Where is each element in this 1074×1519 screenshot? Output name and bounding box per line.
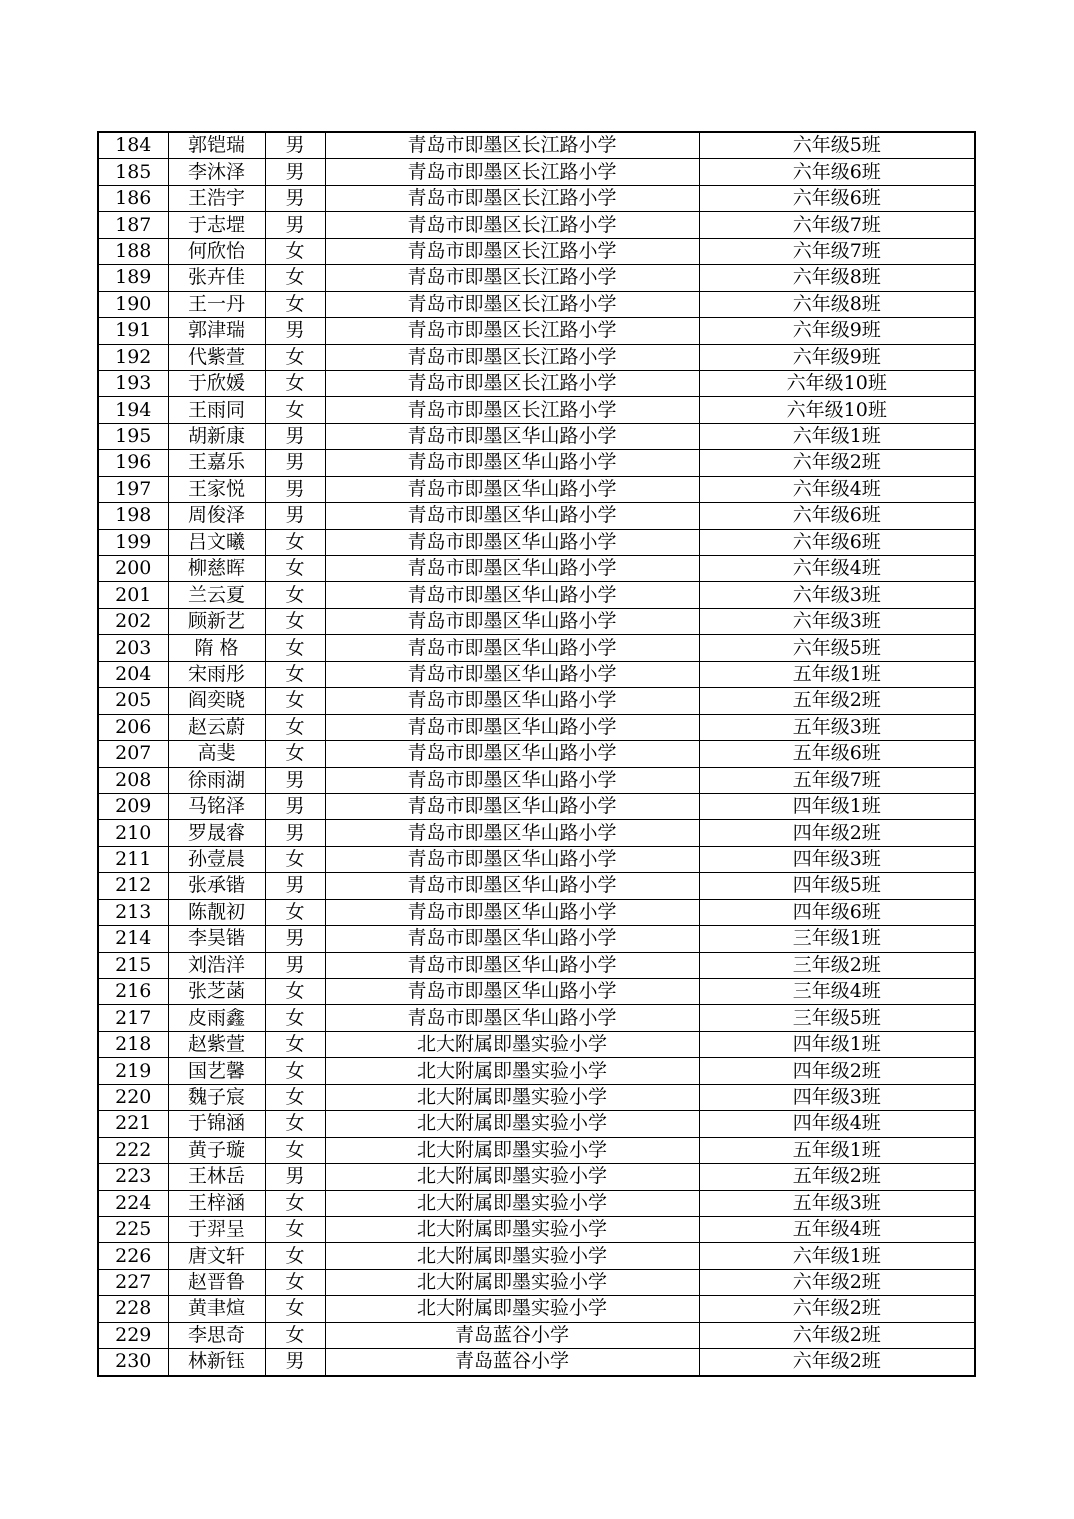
table-row bbox=[98, 397, 975, 423]
gender-cell: 女 bbox=[265, 397, 325, 423]
table-row bbox=[98, 1322, 975, 1348]
table-row bbox=[98, 556, 975, 582]
gender-cell: 男 bbox=[265, 476, 325, 502]
row-number-cell: 195 bbox=[98, 423, 168, 449]
row-number-cell: 218 bbox=[98, 1031, 168, 1057]
row-number-cell: 229 bbox=[98, 1322, 168, 1348]
school-name-cell: 青岛市即墨区长江路小学 bbox=[325, 318, 699, 344]
gender-cell: 男 bbox=[265, 212, 325, 238]
gender-cell: 女 bbox=[265, 899, 325, 925]
student-name-cell: 李沐泽 bbox=[168, 159, 265, 185]
table-row bbox=[98, 1031, 975, 1057]
student-name-cell: 孙壹晨 bbox=[168, 846, 265, 872]
row-number-cell: 188 bbox=[98, 238, 168, 264]
table-row bbox=[98, 1349, 975, 1376]
gender-cell: 女 bbox=[265, 265, 325, 291]
class-name-cell: 六年级1班 bbox=[699, 1243, 975, 1269]
table-row bbox=[98, 318, 975, 344]
student-name-cell: 于欣媛 bbox=[168, 370, 265, 396]
school-name-cell: 青岛市即墨区长江路小学 bbox=[325, 291, 699, 317]
table-row bbox=[98, 979, 975, 1005]
class-name-cell: 六年级2班 bbox=[699, 450, 975, 476]
school-name-cell: 青岛市即墨区长江路小学 bbox=[325, 397, 699, 423]
class-name-cell: 五年级7班 bbox=[699, 767, 975, 793]
class-name-cell: 四年级1班 bbox=[699, 1031, 975, 1057]
row-number-cell: 222 bbox=[98, 1137, 168, 1163]
student-name-cell: 郭津瑞 bbox=[168, 318, 265, 344]
row-number-cell: 208 bbox=[98, 767, 168, 793]
table-row bbox=[98, 1269, 975, 1295]
gender-cell: 男 bbox=[265, 1164, 325, 1190]
class-name-cell: 六年级3班 bbox=[699, 608, 975, 634]
class-name-cell: 五年级1班 bbox=[699, 661, 975, 687]
school-name-cell: 北大附属即墨实验小学 bbox=[325, 1137, 699, 1163]
school-name-cell: 青岛市即墨区长江路小学 bbox=[325, 238, 699, 264]
student-name-cell: 高斐 bbox=[168, 741, 265, 767]
gender-cell: 女 bbox=[265, 714, 325, 740]
school-name-cell: 北大附属即墨实验小学 bbox=[325, 1058, 699, 1084]
table-row bbox=[98, 476, 975, 502]
student-name-cell: 李思奇 bbox=[168, 1322, 265, 1348]
student-name-cell: 黄子璇 bbox=[168, 1137, 265, 1163]
school-name-cell: 青岛市即墨区长江路小学 bbox=[325, 212, 699, 238]
gender-cell: 女 bbox=[265, 582, 325, 608]
student-name-cell: 何欣怡 bbox=[168, 238, 265, 264]
school-name-cell: 北大附属即墨实验小学 bbox=[325, 1084, 699, 1110]
student-name-cell: 刘浩洋 bbox=[168, 952, 265, 978]
table-row bbox=[98, 820, 975, 846]
gender-cell: 女 bbox=[265, 846, 325, 872]
student-name-cell: 赵云蔚 bbox=[168, 714, 265, 740]
row-number-cell: 217 bbox=[98, 1005, 168, 1031]
gender-cell: 女 bbox=[265, 556, 325, 582]
row-number-cell: 216 bbox=[98, 979, 168, 1005]
class-name-cell: 六年级2班 bbox=[699, 1349, 975, 1376]
school-name-cell: 青岛市即墨区华山路小学 bbox=[325, 741, 699, 767]
table-row bbox=[98, 291, 975, 317]
row-number-cell: 202 bbox=[98, 608, 168, 634]
table-row bbox=[98, 212, 975, 238]
row-number-cell: 199 bbox=[98, 529, 168, 555]
class-name-cell: 五年级6班 bbox=[699, 741, 975, 767]
row-number-cell: 193 bbox=[98, 370, 168, 396]
school-name-cell: 青岛市即墨区长江路小学 bbox=[325, 344, 699, 370]
school-name-cell: 青岛市即墨区华山路小学 bbox=[325, 952, 699, 978]
table-row bbox=[98, 159, 975, 185]
class-name-cell: 四年级2班 bbox=[699, 1058, 975, 1084]
class-name-cell: 四年级6班 bbox=[699, 899, 975, 925]
table-row bbox=[98, 1005, 975, 1031]
student-name-cell: 柳慈晖 bbox=[168, 556, 265, 582]
gender-cell: 女 bbox=[265, 1243, 325, 1269]
row-number-cell: 221 bbox=[98, 1111, 168, 1137]
student-name-cell: 陈靓初 bbox=[168, 899, 265, 925]
student-name-cell: 国艺馨 bbox=[168, 1058, 265, 1084]
student-name-cell: 李昊锴 bbox=[168, 926, 265, 952]
class-name-cell: 六年级6班 bbox=[699, 185, 975, 211]
table-row bbox=[98, 238, 975, 264]
student-name-cell: 郭铠瑞 bbox=[168, 132, 265, 159]
school-name-cell: 青岛市即墨区华山路小学 bbox=[325, 714, 699, 740]
row-number-cell: 189 bbox=[98, 265, 168, 291]
row-number-cell: 223 bbox=[98, 1164, 168, 1190]
class-name-cell: 三年级1班 bbox=[699, 926, 975, 952]
row-number-cell: 184 bbox=[98, 132, 168, 159]
class-name-cell: 六年级8班 bbox=[699, 265, 975, 291]
student-name-cell: 王梓涵 bbox=[168, 1190, 265, 1216]
roster-body bbox=[98, 132, 975, 1376]
gender-cell: 女 bbox=[265, 1190, 325, 1216]
student-name-cell: 张卉佳 bbox=[168, 265, 265, 291]
row-number-cell: 225 bbox=[98, 1216, 168, 1242]
student-roster-table bbox=[97, 131, 976, 1377]
class-name-cell: 六年级6班 bbox=[699, 159, 975, 185]
school-name-cell: 北大附属即墨实验小学 bbox=[325, 1164, 699, 1190]
row-number-cell: 190 bbox=[98, 291, 168, 317]
school-name-cell: 青岛市即墨区华山路小学 bbox=[325, 979, 699, 1005]
student-name-cell: 魏子宸 bbox=[168, 1084, 265, 1110]
class-name-cell: 六年级10班 bbox=[699, 397, 975, 423]
student-name-cell: 赵晋鲁 bbox=[168, 1269, 265, 1295]
table-row bbox=[98, 265, 975, 291]
gender-cell: 男 bbox=[265, 318, 325, 344]
class-name-cell: 四年级1班 bbox=[699, 793, 975, 819]
row-number-cell: 198 bbox=[98, 503, 168, 529]
table-row bbox=[98, 661, 975, 687]
class-name-cell: 六年级8班 bbox=[699, 291, 975, 317]
table-row bbox=[98, 1084, 975, 1110]
student-name-cell: 吕文曦 bbox=[168, 529, 265, 555]
class-name-cell: 六年级6班 bbox=[699, 503, 975, 529]
class-name-cell: 六年级5班 bbox=[699, 132, 975, 159]
school-name-cell: 青岛市即墨区长江路小学 bbox=[325, 159, 699, 185]
school-name-cell: 青岛市即墨区华山路小学 bbox=[325, 873, 699, 899]
row-number-cell: 196 bbox=[98, 450, 168, 476]
row-number-cell: 214 bbox=[98, 926, 168, 952]
class-name-cell: 四年级2班 bbox=[699, 820, 975, 846]
row-number-cell: 212 bbox=[98, 873, 168, 899]
row-number-cell: 185 bbox=[98, 159, 168, 185]
class-name-cell: 五年级3班 bbox=[699, 714, 975, 740]
table-row bbox=[98, 423, 975, 449]
table-row bbox=[98, 1296, 975, 1322]
student-name-cell: 宋雨彤 bbox=[168, 661, 265, 687]
gender-cell: 女 bbox=[265, 635, 325, 661]
student-name-cell: 于羿呈 bbox=[168, 1216, 265, 1242]
table-row bbox=[98, 873, 975, 899]
table-row bbox=[98, 344, 975, 370]
student-name-cell: 赵紫萱 bbox=[168, 1031, 265, 1057]
school-name-cell: 青岛市即墨区华山路小学 bbox=[325, 688, 699, 714]
table-row bbox=[98, 582, 975, 608]
table-row bbox=[98, 185, 975, 211]
class-name-cell: 三年级5班 bbox=[699, 1005, 975, 1031]
class-name-cell: 四年级4班 bbox=[699, 1111, 975, 1137]
row-number-cell: 203 bbox=[98, 635, 168, 661]
table-row bbox=[98, 926, 975, 952]
class-name-cell: 六年级3班 bbox=[699, 582, 975, 608]
gender-cell: 女 bbox=[265, 1216, 325, 1242]
class-name-cell: 五年级4班 bbox=[699, 1216, 975, 1242]
school-name-cell: 北大附属即墨实验小学 bbox=[325, 1269, 699, 1295]
table-row bbox=[98, 503, 975, 529]
gender-cell: 女 bbox=[265, 1296, 325, 1322]
student-name-cell: 顾新艺 bbox=[168, 608, 265, 634]
class-name-cell: 四年级3班 bbox=[699, 846, 975, 872]
school-name-cell: 青岛市即墨区华山路小学 bbox=[325, 793, 699, 819]
school-name-cell: 青岛市即墨区华山路小学 bbox=[325, 582, 699, 608]
gender-cell: 女 bbox=[265, 344, 325, 370]
student-name-cell: 于志堽 bbox=[168, 212, 265, 238]
table-row bbox=[98, 1190, 975, 1216]
school-name-cell: 北大附属即墨实验小学 bbox=[325, 1243, 699, 1269]
class-name-cell: 三年级4班 bbox=[699, 979, 975, 1005]
school-name-cell: 北大附属即墨实验小学 bbox=[325, 1190, 699, 1216]
student-name-cell: 王浩宇 bbox=[168, 185, 265, 211]
school-name-cell: 青岛市即墨区华山路小学 bbox=[325, 476, 699, 502]
table-row bbox=[98, 1216, 975, 1242]
student-name-cell: 马铭泽 bbox=[168, 793, 265, 819]
school-name-cell: 青岛市即墨区华山路小学 bbox=[325, 661, 699, 687]
student-name-cell: 张芝菡 bbox=[168, 979, 265, 1005]
table-row bbox=[98, 1164, 975, 1190]
gender-cell: 男 bbox=[265, 423, 325, 449]
table-row bbox=[98, 1111, 975, 1137]
class-name-cell: 五年级2班 bbox=[699, 688, 975, 714]
row-number-cell: 201 bbox=[98, 582, 168, 608]
school-name-cell: 北大附属即墨实验小学 bbox=[325, 1296, 699, 1322]
school-name-cell: 青岛市即墨区华山路小学 bbox=[325, 820, 699, 846]
table-row bbox=[98, 714, 975, 740]
student-name-cell: 罗晟睿 bbox=[168, 820, 265, 846]
class-name-cell: 五年级3班 bbox=[699, 1190, 975, 1216]
table-row bbox=[98, 635, 975, 661]
gender-cell: 男 bbox=[265, 873, 325, 899]
school-name-cell: 青岛市即墨区华山路小学 bbox=[325, 423, 699, 449]
school-name-cell: 青岛蓝谷小学 bbox=[325, 1349, 699, 1376]
gender-cell: 女 bbox=[265, 661, 325, 687]
row-number-cell: 200 bbox=[98, 556, 168, 582]
table-row bbox=[98, 688, 975, 714]
student-name-cell: 徐雨湖 bbox=[168, 767, 265, 793]
class-name-cell: 六年级2班 bbox=[699, 1296, 975, 1322]
school-name-cell: 青岛市即墨区华山路小学 bbox=[325, 926, 699, 952]
school-name-cell: 青岛市即墨区华山路小学 bbox=[325, 767, 699, 793]
table-row bbox=[98, 793, 975, 819]
student-name-cell: 胡新康 bbox=[168, 423, 265, 449]
class-name-cell: 五年级1班 bbox=[699, 1137, 975, 1163]
class-name-cell: 六年级1班 bbox=[699, 423, 975, 449]
gender-cell: 女 bbox=[265, 608, 325, 634]
row-number-cell: 227 bbox=[98, 1269, 168, 1295]
student-name-cell: 代紫萱 bbox=[168, 344, 265, 370]
class-name-cell: 四年级5班 bbox=[699, 873, 975, 899]
table-row bbox=[98, 767, 975, 793]
table-row bbox=[98, 899, 975, 925]
class-name-cell: 六年级5班 bbox=[699, 635, 975, 661]
school-name-cell: 北大附属即墨实验小学 bbox=[325, 1031, 699, 1057]
gender-cell: 男 bbox=[265, 1349, 325, 1376]
row-number-cell: 207 bbox=[98, 741, 168, 767]
gender-cell: 男 bbox=[265, 926, 325, 952]
gender-cell: 女 bbox=[265, 238, 325, 264]
gender-cell: 男 bbox=[265, 132, 325, 159]
table-row bbox=[98, 450, 975, 476]
gender-cell: 男 bbox=[265, 450, 325, 476]
row-number-cell: 209 bbox=[98, 793, 168, 819]
gender-cell: 女 bbox=[265, 1005, 325, 1031]
gender-cell: 女 bbox=[265, 1084, 325, 1110]
school-name-cell: 青岛市即墨区华山路小学 bbox=[325, 635, 699, 661]
row-number-cell: 224 bbox=[98, 1190, 168, 1216]
gender-cell: 女 bbox=[265, 1058, 325, 1084]
student-name-cell: 黄聿煊 bbox=[168, 1296, 265, 1322]
row-number-cell: 206 bbox=[98, 714, 168, 740]
school-name-cell: 北大附属即墨实验小学 bbox=[325, 1216, 699, 1242]
student-name-cell: 阎奕晓 bbox=[168, 688, 265, 714]
gender-cell: 男 bbox=[265, 767, 325, 793]
class-name-cell: 六年级4班 bbox=[699, 556, 975, 582]
gender-cell: 男 bbox=[265, 952, 325, 978]
gender-cell: 男 bbox=[265, 185, 325, 211]
gender-cell: 男 bbox=[265, 159, 325, 185]
row-number-cell: 192 bbox=[98, 344, 168, 370]
row-number-cell: 204 bbox=[98, 661, 168, 687]
row-number-cell: 220 bbox=[98, 1084, 168, 1110]
school-name-cell: 青岛市即墨区长江路小学 bbox=[325, 265, 699, 291]
gender-cell: 女 bbox=[265, 370, 325, 396]
student-name-cell: 兰云夏 bbox=[168, 582, 265, 608]
table-row bbox=[98, 1137, 975, 1163]
gender-cell: 女 bbox=[265, 291, 325, 317]
gender-cell: 女 bbox=[265, 1137, 325, 1163]
class-name-cell: 六年级9班 bbox=[699, 344, 975, 370]
table-row bbox=[98, 529, 975, 555]
row-number-cell: 211 bbox=[98, 846, 168, 872]
class-name-cell: 六年级10班 bbox=[699, 370, 975, 396]
gender-cell: 女 bbox=[265, 1322, 325, 1348]
gender-cell: 女 bbox=[265, 979, 325, 1005]
student-name-cell: 周俊泽 bbox=[168, 503, 265, 529]
gender-cell: 女 bbox=[265, 688, 325, 714]
table-row bbox=[98, 1058, 975, 1084]
class-name-cell: 六年级9班 bbox=[699, 318, 975, 344]
school-name-cell: 青岛市即墨区华山路小学 bbox=[325, 1005, 699, 1031]
student-name-cell: 隋 格 bbox=[168, 635, 265, 661]
school-name-cell: 青岛蓝谷小学 bbox=[325, 1322, 699, 1348]
gender-cell: 男 bbox=[265, 793, 325, 819]
gender-cell: 男 bbox=[265, 820, 325, 846]
class-name-cell: 六年级6班 bbox=[699, 529, 975, 555]
row-number-cell: 210 bbox=[98, 820, 168, 846]
class-name-cell: 六年级4班 bbox=[699, 476, 975, 502]
student-name-cell: 王嘉乐 bbox=[168, 450, 265, 476]
class-name-cell: 六年级7班 bbox=[699, 212, 975, 238]
table-row bbox=[98, 370, 975, 396]
gender-cell: 男 bbox=[265, 503, 325, 529]
row-number-cell: 213 bbox=[98, 899, 168, 925]
class-name-cell: 四年级3班 bbox=[699, 1084, 975, 1110]
table-row bbox=[98, 952, 975, 978]
class-name-cell: 六年级7班 bbox=[699, 238, 975, 264]
row-number-cell: 205 bbox=[98, 688, 168, 714]
student-name-cell: 张承锴 bbox=[168, 873, 265, 899]
gender-cell: 女 bbox=[265, 1031, 325, 1057]
gender-cell: 女 bbox=[265, 1269, 325, 1295]
student-name-cell: 皮雨鑫 bbox=[168, 1005, 265, 1031]
table-row bbox=[98, 132, 975, 159]
row-number-cell: 230 bbox=[98, 1349, 168, 1376]
student-name-cell: 王家悦 bbox=[168, 476, 265, 502]
gender-cell: 女 bbox=[265, 741, 325, 767]
school-name-cell: 青岛市即墨区华山路小学 bbox=[325, 608, 699, 634]
school-name-cell: 青岛市即墨区长江路小学 bbox=[325, 370, 699, 396]
table-row bbox=[98, 608, 975, 634]
class-name-cell: 五年级2班 bbox=[699, 1164, 975, 1190]
student-name-cell: 王林岳 bbox=[168, 1164, 265, 1190]
row-number-cell: 197 bbox=[98, 476, 168, 502]
class-name-cell: 六年级2班 bbox=[699, 1322, 975, 1348]
row-number-cell: 219 bbox=[98, 1058, 168, 1084]
student-name-cell: 于锦涵 bbox=[168, 1111, 265, 1137]
school-name-cell: 青岛市即墨区华山路小学 bbox=[325, 450, 699, 476]
row-number-cell: 191 bbox=[98, 318, 168, 344]
row-number-cell: 194 bbox=[98, 397, 168, 423]
student-name-cell: 王一丹 bbox=[168, 291, 265, 317]
school-name-cell: 青岛市即墨区长江路小学 bbox=[325, 132, 699, 159]
class-name-cell: 三年级2班 bbox=[699, 952, 975, 978]
row-number-cell: 187 bbox=[98, 212, 168, 238]
school-name-cell: 青岛市即墨区华山路小学 bbox=[325, 556, 699, 582]
table-row bbox=[98, 846, 975, 872]
school-name-cell: 青岛市即墨区华山路小学 bbox=[325, 529, 699, 555]
gender-cell: 女 bbox=[265, 529, 325, 555]
student-name-cell: 唐文轩 bbox=[168, 1243, 265, 1269]
school-name-cell: 青岛市即墨区华山路小学 bbox=[325, 503, 699, 529]
table-row bbox=[98, 741, 975, 767]
school-name-cell: 青岛市即墨区华山路小学 bbox=[325, 846, 699, 872]
class-name-cell: 六年级2班 bbox=[699, 1269, 975, 1295]
row-number-cell: 186 bbox=[98, 185, 168, 211]
row-number-cell: 228 bbox=[98, 1296, 168, 1322]
row-number-cell: 226 bbox=[98, 1243, 168, 1269]
row-number-cell: 215 bbox=[98, 952, 168, 978]
student-name-cell: 王雨同 bbox=[168, 397, 265, 423]
school-name-cell: 青岛市即墨区长江路小学 bbox=[325, 185, 699, 211]
gender-cell: 女 bbox=[265, 1111, 325, 1137]
school-name-cell: 北大附属即墨实验小学 bbox=[325, 1111, 699, 1137]
table-row bbox=[98, 1243, 975, 1269]
student-name-cell: 林新钰 bbox=[168, 1349, 265, 1376]
school-name-cell: 青岛市即墨区华山路小学 bbox=[325, 899, 699, 925]
